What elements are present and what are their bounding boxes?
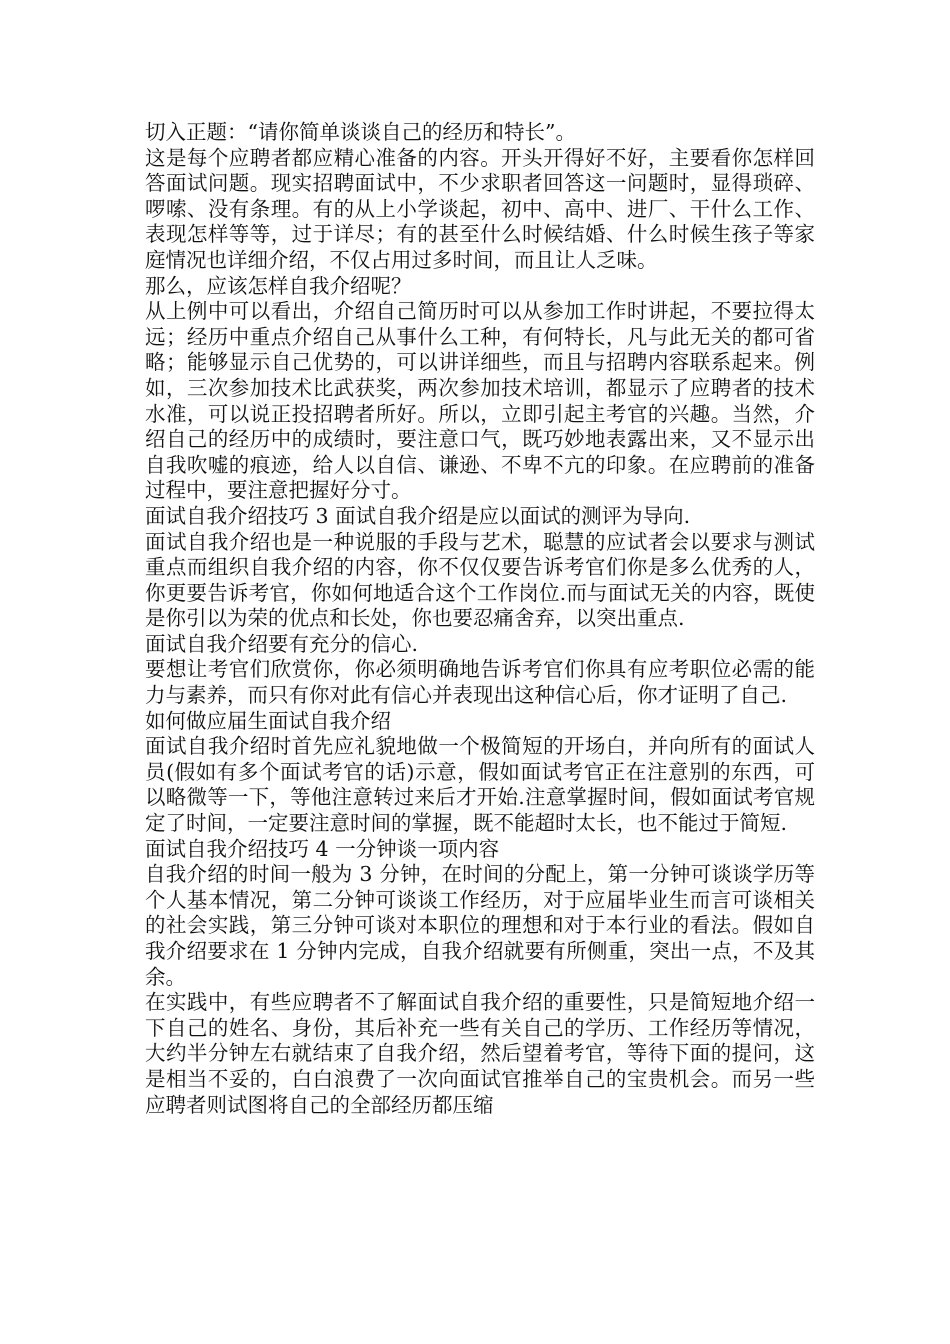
paragraph-confidence-heading: 面试自我介绍要有充分的信心. xyxy=(145,631,419,656)
paragraph-resume-advice: 从上例中可以看出，介绍自己简历时可以从参加工作时讲起，不要拉得太远；经历中重点介绍自己从事什么工种，有何特长，凡与此无关的都可省略；能够显示自己优势的，可以讲详细些，而且与招聘内容联系起来。例如，三次参加技术比武获奖，两次参加技术培训，都显示了应聘者的技术水准，可以说正投招聘者所好。所以，立即引起主考官的兴趣。当然，介绍自己的经历中的成绩时，要注意口气，既巧妙地表露出来，又不显示出自我吹嘘的痕迹，给人以自信、谦逊、不卑不亢的印象。在应聘前的准备过程中，要注意把握好分寸。 xyxy=(145,299,815,503)
section-heading-tip-3: 面试自我介绍技巧 3 面试自我介绍是应以面试的测评为导向. xyxy=(145,503,691,528)
paragraph-time-allocation: 自我介绍的时间一般为 3 分钟，在时间的分配上，第一分钟可谈谈学历等个人基本情况，第二分钟可谈谈工作经历，对于应届毕业生而言可谈相关的社会实践，第三分钟可谈对本职位的理想和对于本行业的看法。假如自我介绍要求在 1 分钟内完成，自我介绍就要有所侧重，突出一点，不及其余。 xyxy=(145,862,815,989)
document-body xyxy=(145,120,815,1118)
paragraph-persuasion: 面试自我介绍也是一种说服的手段与艺术，聪慧的应试者会以要求与测试重点而组织自我介绍的内容，你不仅仅要告诉考官们你是多么优秀的人，你更要告诉考官，你如何地适合这个工作岗位.而与面试无关的内容，既使是你引以为荣的优点和长处，你也要忍痛舍弃，以突出重点. xyxy=(145,529,815,631)
paragraph-confidence: 要想让考官们欣赏你，你必须明确地告诉考官们你具有应考职位必需的能力与素养，而只有你对此有信心并表现出这种信心后，你才证明了自己. xyxy=(145,657,815,708)
paragraph-intro-question: 切入正题：“请你简单谈谈自己的经历和特长”。 xyxy=(145,120,576,144)
paragraph-graduate-heading: 如何做应届生面试自我介绍 xyxy=(145,708,391,733)
paragraph-opening: 面试自我介绍时首先应礼貌地做一个极简短的开场白，并向所有的面试人员(假如有多个面试考官的话)示意，假如面试考官正在注意别的东西，可以略微等一下，等他注意转过来后才开始.注意掌握时间，假如面试考官规定了时间，一定要注意时间的掌握，既不能超时太长，也不能过于简短. xyxy=(145,734,815,836)
paragraph-common-mistakes: 这是每个应聘者都应精心准备的内容。开头开得好不好，主要看你怎样回答面试问题。现实招聘面试中，不少求职者回答这一问题时，显得琐碎、啰嗦、没有条理。有的从上小学谈起，初中、高中、进厂、干什么工作、表现怎样等等，过于详尽；有的甚至什么时候结婚、什么时候生孩子等家庭情况也详细介绍，不仅占用过多时间，而且让人乏味。 xyxy=(145,145,815,272)
section-heading-tip-4: 面试自我介绍技巧 4 一分钟谈一项内容 xyxy=(145,836,500,861)
paragraph-practice: 在实践中，有些应聘者不了解面试自我介绍的重要性，只是简短地介绍一下自己的姓名、身份，其后补充一些有关自己的学历、工作经历等情况，大约半分钟左右就结束了自我介绍，然后望着考官，等待下面的提问，这是相当不妥的，白白浪费了一次向面试官推举自己的宝贵机会。而另一些应聘者则试图将自己的全部经历都压缩 xyxy=(145,990,815,1117)
paragraph-how-to-question: 那么，应该怎样自我介绍呢？ xyxy=(145,273,412,298)
